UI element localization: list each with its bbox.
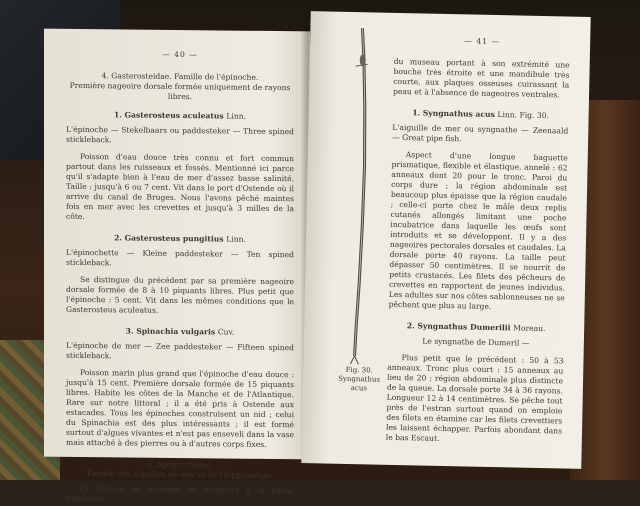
pipefish-illustration xyxy=(333,26,384,367)
section-subheading: Première nageoire dorsale formée uniquement de rayons libres. xyxy=(69,80,291,102)
common-names: Le syngnathe de Dumeril — xyxy=(422,336,530,348)
species-name: 2. Syngnathus Dumerilii xyxy=(406,321,511,333)
species-description: Poisson marin plus grand que l'épinoche d'eau douce : jusqu'à 15 cent. Première dorsale formée de 15 piquants libres. Habite les côtes de la Manche et de l'Atlantique. Rare sur notre littoral ; il a été pris à Ostende aux estacades. Tous les épinoches construisent un nid ; celui du Spinachia est des plus intéressants ; il est formé surtout d'algues vivantes et n'est pas enseveli dans la vase mais attaché à des pierres ou à d'autres corps fixes. xyxy=(66,367,294,449)
species-description: Aspect d'une longue baguette prismatique, flexible et élastique, annelé : 62 anneaux dont 20 pour le tronc. Paroi du corps dure ; la région abdominale est beaucoup plus épaisse que la région caudale ; celle-ci porte chez le mâle deux replis cutanés allongés limitant une poche incubatrice dans laquelle les œufs sont introduits et se développent. Il y a des nageoires pectorales dorsales et caudales. La dorsale porte 40 rayons. La taille peut dépasser 50 centimètres. Il se nourrit de petits crustacés. Les filets des pêcheurs de crevettes en rapportent de jeunes individus. Les adultes sur nos côtes sablonneuses ne se pêchent que plus au large. xyxy=(388,150,568,311)
species-description: Plus petit que le précédent : 50 à 53 anneaux. Tronc plus court : 15 anneaux au lieu de 20 ; région abdominale plus distincte de la queue. La dorsale porte 34 à 36 rayons. Longueur 12 à 14 centimètres. Se pêche tout près de l'estran surtout quand on emploie des filets en étamine car les filets crevettiers les laissent échapper. Parfois abondant dans le bas Escaut. xyxy=(385,353,564,443)
figure-column xyxy=(322,34,395,445)
page-number-right: — 41 — xyxy=(464,36,501,47)
species-authority: Cuv. xyxy=(217,327,235,337)
section-text: Ce groupe de poissons se reconnaît à la forme tubuleuse xyxy=(66,483,294,504)
species-name: 1. Syngnathus acus xyxy=(412,108,495,119)
section-heading-gasterosteidae: 4. Gasterosteidae. Famille de l'épinoche. xyxy=(101,71,259,82)
common-names: L'aiguille de mer ou syngnathe — Zeenaald — Great pipe fish. xyxy=(392,122,569,144)
right-page xyxy=(301,11,590,469)
species-name: 1. Gasterosteus aculeatus xyxy=(113,110,224,121)
species-description: Poisson d'eau douce très connu et fort commun partout dans les ruisseaux et fossés. Mentionné ici parce qu'il s'adapte bien à l'eau de mer d'assez basse salinité. Taille : jusqu'à 6 ou 7 cent. Vit dans le port d'Ostende où il arrive du canal de Bruges. Nous l'avons pêché maintes fois en mer avec les crevettes et jusqu'à 3 milles de la côte. xyxy=(66,151,294,222)
common-names: L'épinoche — Stekelbaars ou paddesteker — Three spined stickleback. xyxy=(66,124,294,145)
section-heading-syngnathidae: 5. Syngnathidae. xyxy=(147,459,213,470)
intro-paragraph: du museau portant à son extrémité une bouche très étroite et une mandibule très courte, aux plaques osseuses cuirassant la peau et à l'absence de nageoires ventrales. xyxy=(393,56,570,100)
left-page xyxy=(44,29,310,504)
species-authority: Linn. Fig. 30. xyxy=(497,110,550,121)
species-name: 3. Spinachia vulgaris xyxy=(125,326,216,337)
species-description: Se distingue du précédent par sa première nageoire dorsale formée de 8 à 10 piquants libres. Plus petit que l'épinoche : 5 cent. Vit dans les mêmes conditions que le Gasterosteus aculeatus. xyxy=(66,274,294,315)
species-authority: Linn. xyxy=(226,234,246,244)
species-authority: Moreau. xyxy=(513,323,546,334)
page-number-left: — 40 — xyxy=(162,49,198,60)
section-subheading: Famille des aiguilles de mer et de l'hippocampe. xyxy=(86,469,274,481)
common-names: L'épinoche de mer — Zee paddesteker — Fifteen spined stickleback. xyxy=(66,340,294,361)
figure-caption: Fig. 30. Syngnathus acus xyxy=(338,365,381,393)
species-name: 2. Gasterosteus pungitius xyxy=(114,233,224,244)
species-authority: Linn. xyxy=(226,111,247,121)
common-names: L'épinochette — Kleine paddesteker — Ten spined stickleback. xyxy=(66,247,294,268)
